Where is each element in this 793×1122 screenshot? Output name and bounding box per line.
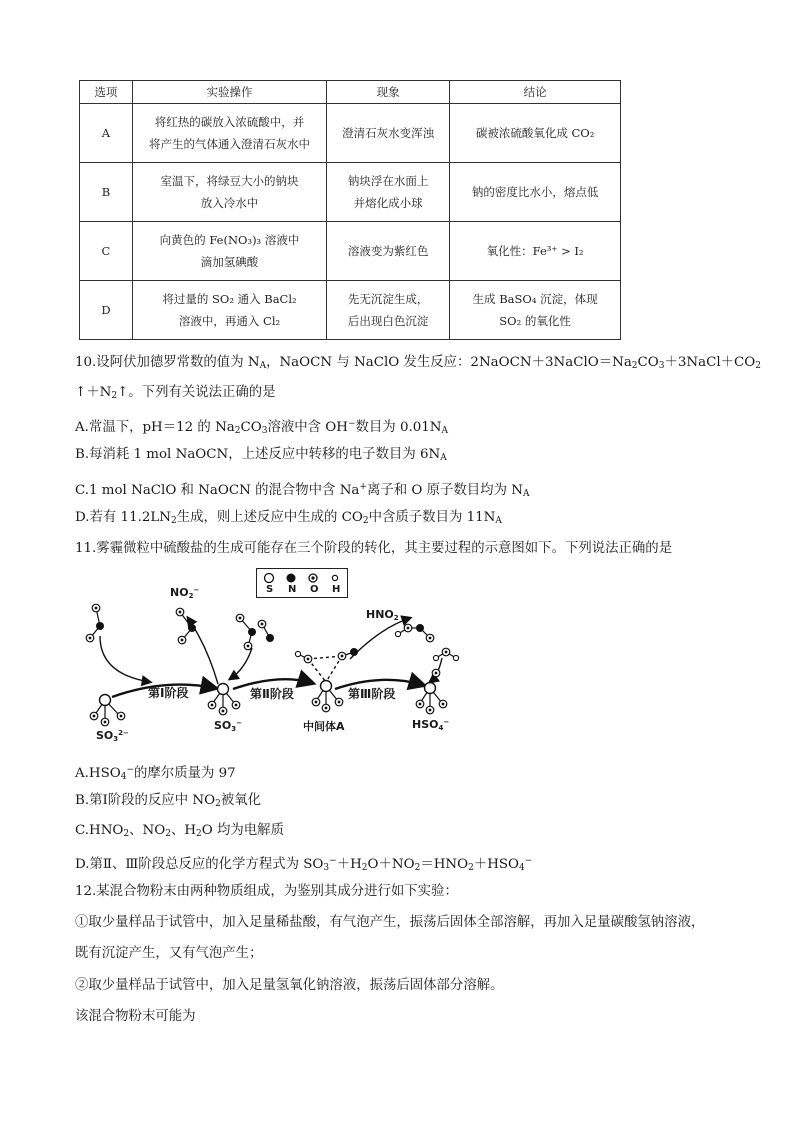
cell-phenomenon (327, 163, 450, 222)
label-stage-1: 第Ⅰ阶段 (148, 686, 189, 700)
q10-option-a: A.常温下，pH＝12 的 $Na_2CO_3$溶液中含 OH−数目为 $0.01N_A$ (75, 419, 448, 436)
label-hso4-minus: $HSO_4^-$ (412, 718, 450, 732)
sulfate-formation-diagram (80, 566, 475, 748)
cell-operation (132, 222, 326, 281)
label-hno2: $HNO_2$ (366, 608, 399, 622)
cell-line: 钠的密度比水小，熔点低 (471, 185, 599, 199)
cell-conclusion (450, 281, 621, 340)
label-stage-3: 第Ⅲ阶段 (348, 687, 396, 701)
label-stage-2: 第Ⅱ阶段 (250, 687, 294, 701)
table-row (80, 222, 621, 281)
cell-line: SO₂ 的氧化性 (499, 314, 571, 328)
label-intermediate-a: 中间体A (303, 720, 345, 733)
cell-line: 碳被浓硫酸氧化成 CO₂ (475, 126, 595, 140)
legend-s: S (266, 584, 274, 595)
q11-option-a: $A.HSO_4^-$的摩尔质量为 97 (75, 765, 236, 782)
cell-phenomenon (327, 281, 450, 340)
no2-molecule-mid (236, 614, 274, 650)
so3-2minus-molecule (90, 695, 125, 726)
cell-phenomenon (327, 222, 450, 281)
cell-line: 向黄色的 Fe(NO₃)₃ 溶液中 (159, 233, 300, 247)
q12-question: 该混合物粉末可能为 (75, 1009, 196, 1024)
cell-line: 并熔化成小球 (353, 196, 423, 210)
col-header-operation: 实验操作 (132, 81, 326, 104)
q11-option-d: D.第Ⅱ、Ⅲ阶段总反应的化学方程式为 $SO_3^-+H_2O+NO_2=HNO_2+HSO_4^-$ (75, 856, 533, 873)
cell-operation (132, 281, 326, 340)
cell-line: 将红热的碳放入浓硫酸中，并 (154, 115, 305, 129)
cell-line: 后出现白色沉淀 (347, 314, 429, 328)
table-row (80, 281, 621, 340)
cell-line: 溶液变为紫红色 (347, 244, 429, 258)
cell-operation (132, 104, 326, 163)
q10-stem-line2: $↑+N_2↑$。下列有关说法正确的是 (75, 385, 276, 401)
q12-step1-line1: ①取少量样品于试管中，加入足量稀盐酸，有气泡产生，振荡后固体全部溶解，再加入足量碳酸氢钠溶液， (75, 915, 705, 930)
experiment-table (79, 80, 621, 340)
q10-option-c: C.1 mol NaClO 和 NaOCN 的混合物中含 Na+离子和 O 原子数目均为 $N_A$ (75, 482, 530, 499)
label-no2-ion: $NO_2^-$ (170, 586, 200, 600)
cell-option: A (80, 104, 133, 163)
cell-line: 钠块浮在水面上 (347, 174, 429, 188)
h2o-molecule (433, 648, 458, 660)
hno2-molecule (395, 624, 433, 642)
cell-line: 将过量的 SO₂ 通入 BaCl₂ (162, 292, 297, 306)
hso4-minus-molecule (416, 669, 447, 714)
cell-conclusion (450, 104, 621, 163)
col-header-conclusion: 结论 (450, 81, 621, 104)
table-row (80, 104, 621, 163)
cell-line: 放入冷水中 (200, 196, 259, 210)
col-header-phenomenon: 现象 (327, 81, 450, 104)
q12-stem: 12.某混合物粉末由两种物质组成，为鉴别其成分进行如下实验： (75, 884, 458, 899)
cell-line: 先无沉淀生成， (347, 292, 429, 306)
cell-option: C (80, 222, 133, 281)
cell-line: 室温下，将绿豆大小的钠块 (160, 174, 299, 188)
q11-option-c: $C.HNO_2$、$NO_2$、$H_2O$ 均为电解质 (75, 823, 284, 839)
cell-line: 生成 BaSO₄ 沉淀，体现 (472, 292, 598, 306)
table-row (80, 163, 621, 222)
label-so3-2minus: $SO_3^{2-}$ (96, 729, 129, 743)
label-so3-minus: $SO_3^-$ (214, 719, 243, 733)
q12-step1-line2: 既有沉淀产生，又有气泡产生； (75, 946, 263, 961)
cell-conclusion (450, 163, 621, 222)
cell-line: 溶液中，再通入 Cl₂ (178, 314, 281, 328)
cell-option: D (80, 281, 133, 340)
q10-stem-line1: 10.设阿伏加德罗常数的值为 $N_A$，NaOCN 与 NaClO 发生反应：$2NaOCN+3NaClO=Na_2CO_3+3NaCl+CO_2$ (75, 355, 761, 371)
q12-step2: ②取少量样品于试管中，加入足量氢氧化钠溶液，振荡后固体部分溶解。 (75, 978, 504, 993)
cell-conclusion (450, 222, 621, 281)
cell-line: 滴加氢碘酸 (200, 255, 259, 269)
cell-line: 氧化性：Fe³⁺ > I₂ (486, 244, 584, 258)
table-header-row (80, 81, 621, 104)
cell-line: 将产生的气体通入澄清石灰水中 (149, 137, 310, 151)
legend-n: N (288, 584, 297, 595)
legend-h: H (332, 584, 341, 595)
q11-option-b: B.第Ⅰ阶段的反应中 $NO_2$被氧化 (75, 793, 261, 809)
cell-line: 澄清石灰水变浑浊 (342, 126, 435, 140)
q11-stem: 11.雾霾微粒中硫酸盐的生成可能存在三个阶段的转化，其主要过程的示意图如下。下列说法正确的是 (75, 541, 673, 556)
q10-option-d: D.若有 $11.2LN_2$生成，则上述反应中生成的 $CO_2$中含质子数目为 $11N_A$ (75, 510, 502, 526)
legend-o: O (310, 584, 319, 595)
cell-operation (132, 163, 326, 222)
no2-molecule-left (86, 604, 104, 642)
col-header-option: 选项 (80, 81, 133, 104)
cell-option: B (80, 163, 133, 222)
cell-phenomenon (327, 104, 450, 163)
no2-ion-molecule (176, 608, 196, 644)
q10-option-b: B.每消耗 1 mol NaOCN，上述反应中转移的电子数目为 $6N_A$ (75, 447, 447, 463)
